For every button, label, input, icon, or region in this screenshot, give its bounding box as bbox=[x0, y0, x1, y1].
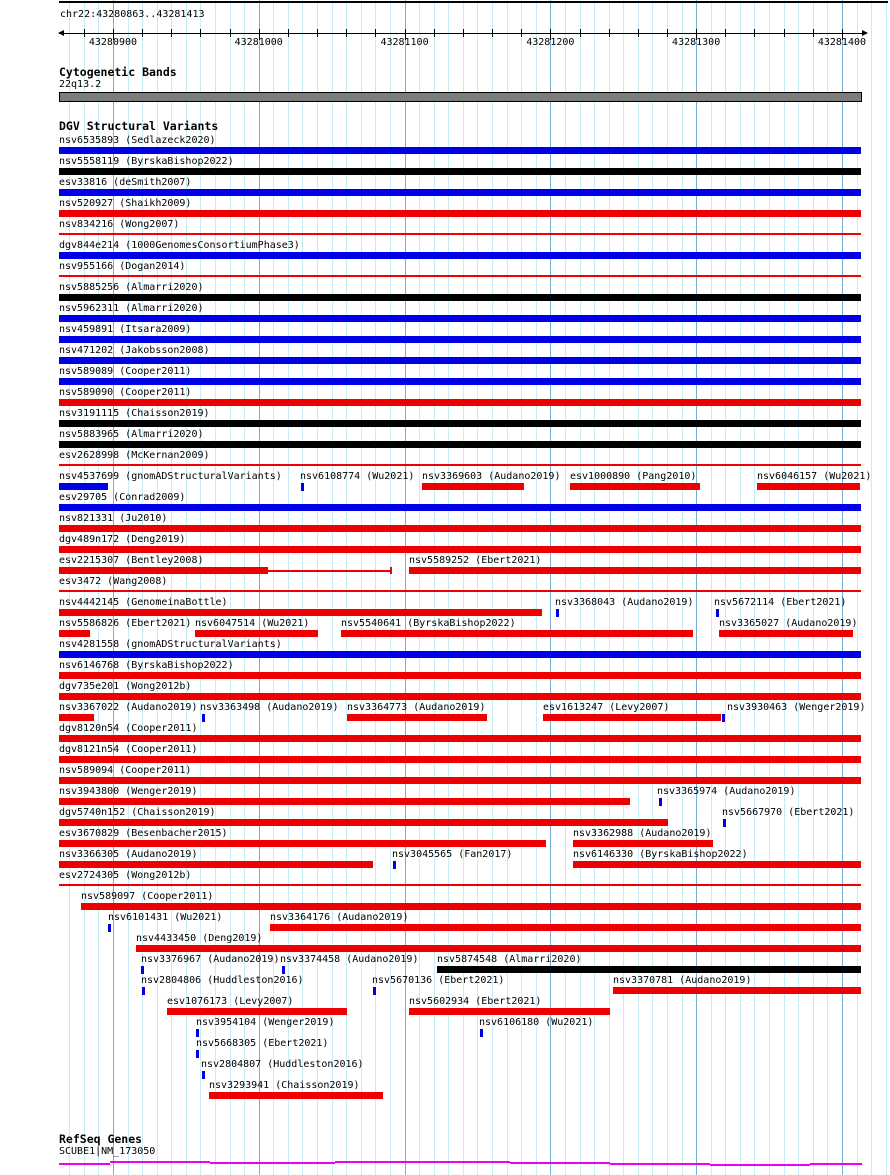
gridline bbox=[652, 0, 653, 1175]
variant-label[interactable]: dgv5740n152 (Chaisson2019) bbox=[59, 807, 216, 818]
axis-minor-tick bbox=[346, 29, 347, 37]
variant-tick[interactable] bbox=[141, 966, 144, 974]
section-title-dgv: DGV Structural Variants bbox=[59, 119, 219, 133]
variant-label[interactable]: nsv6106180 (Wu2021) bbox=[479, 1017, 594, 1028]
variant-bar[interactable] bbox=[59, 357, 861, 364]
variant-label[interactable]: nsv459891 (Itsara2009) bbox=[59, 324, 192, 335]
variant-bar[interactable] bbox=[59, 798, 630, 805]
variant-label[interactable]: nsv6146768 (ByrskaBishop2022) bbox=[59, 660, 234, 671]
gridline bbox=[332, 0, 333, 1175]
variant-label[interactable]: nsv5586826 (Ebert2021) bbox=[59, 618, 192, 629]
variant-label[interactable]: nsv5540641 (ByrskaBishop2022) bbox=[341, 618, 516, 629]
variant-label[interactable]: esv3670829 (Besenbacher2015) bbox=[59, 828, 228, 839]
variant-label[interactable]: nsv3930463 (Wenger2019) bbox=[727, 702, 866, 713]
gene-line-segment[interactable] bbox=[210, 1162, 335, 1164]
variant-bar[interactable] bbox=[59, 630, 90, 637]
gridline bbox=[682, 0, 683, 1175]
axis-minor-tick bbox=[84, 29, 85, 37]
variant-label[interactable]: nsv5558119 (ByrskaBishop2022) bbox=[59, 156, 234, 167]
gridline bbox=[886, 0, 887, 1175]
gene-line-segment[interactable] bbox=[59, 1163, 110, 1165]
axis-minor-tick bbox=[230, 29, 231, 37]
variant-label[interactable]: nsv5589252 (Ebert2021) bbox=[409, 555, 542, 566]
variant-bar[interactable] bbox=[59, 483, 108, 490]
gridline bbox=[798, 0, 799, 1175]
variant-bar[interactable] bbox=[59, 672, 861, 679]
variant-bar[interactable] bbox=[59, 464, 861, 466]
gridline bbox=[609, 0, 610, 1175]
variant-label[interactable]: nsv3365027 (Audano2019) bbox=[719, 618, 858, 629]
variant-tick[interactable] bbox=[196, 1050, 199, 1058]
gridline bbox=[769, 0, 770, 1175]
gene-line-segment[interactable] bbox=[335, 1161, 445, 1163]
gridline bbox=[317, 0, 318, 1175]
gridline bbox=[711, 0, 712, 1175]
axis-minor-tick bbox=[521, 29, 522, 37]
variant-bar[interactable] bbox=[573, 840, 713, 847]
variant-bar[interactable] bbox=[59, 378, 861, 385]
axis-minor-tick bbox=[638, 29, 639, 37]
variant-tick[interactable] bbox=[202, 1071, 205, 1079]
axis-minor-tick bbox=[492, 29, 493, 37]
variant-bar[interactable] bbox=[59, 399, 861, 406]
variant-label[interactable]: nsv2804807 (Huddleston2016) bbox=[201, 1059, 364, 1070]
variant-label[interactable]: dgv735e201 (Wong2012b) bbox=[59, 681, 192, 692]
gene-line-segment[interactable] bbox=[445, 1161, 510, 1163]
cytoband-label: 22q13.2 bbox=[59, 79, 102, 90]
axis-minor-tick bbox=[725, 29, 726, 37]
variant-label[interactable]: nsv3943800 (Wenger2019) bbox=[59, 786, 198, 797]
variant-label[interactable]: nsv589097 (Cooper2011) bbox=[81, 891, 214, 902]
axis-tick-label: 43281300 bbox=[672, 37, 721, 48]
variant-label[interactable]: nsv4442145 (GenomeinaBottle) bbox=[59, 597, 228, 608]
variant-label[interactable]: nsv3370781 (Audano2019) bbox=[613, 975, 752, 986]
variant-label[interactable]: nsv589090 (Cooper2011) bbox=[59, 387, 192, 398]
variant-label[interactable]: nsv3374458 (Audano2019) bbox=[280, 954, 419, 965]
variant-label[interactable]: nsv3365974 (Audano2019) bbox=[657, 786, 796, 797]
cytoband-bar[interactable] bbox=[59, 92, 862, 102]
variant-label[interactable]: esv2724305 (Wong2012b) bbox=[59, 870, 192, 881]
axis-minor-tick bbox=[609, 29, 610, 37]
gridline bbox=[550, 0, 551, 1175]
variant-label[interactable]: esv2628998 (McKernan2009) bbox=[59, 450, 210, 461]
variant-tick[interactable] bbox=[373, 987, 376, 995]
variant-bar[interactable] bbox=[59, 590, 861, 592]
variant-bar[interactable] bbox=[59, 315, 861, 322]
variant-label[interactable]: dgv489n172 (Deng2019) bbox=[59, 534, 186, 545]
variant-label[interactable]: nsv589094 (Cooper2011) bbox=[59, 765, 192, 776]
variant-label[interactable]: nsv5874548 (Almarri2020) bbox=[437, 954, 582, 965]
axis-minor-tick bbox=[171, 29, 172, 37]
variant-label[interactable]: nsv3362988 (Audano2019) bbox=[573, 828, 712, 839]
gridline bbox=[623, 0, 624, 1175]
gridline bbox=[405, 0, 406, 1175]
gridline bbox=[638, 0, 639, 1175]
axis-minor-tick bbox=[784, 29, 785, 37]
gridline bbox=[827, 0, 828, 1175]
variant-bar[interactable] bbox=[59, 275, 861, 277]
variant-label[interactable]: nsv6046157 (Wu2021) bbox=[757, 471, 872, 482]
variant-tick[interactable] bbox=[723, 819, 726, 827]
axis-minor-tick bbox=[288, 29, 289, 37]
axis-tick-label: 43281000 bbox=[234, 37, 283, 48]
axis-tick-label: 43281200 bbox=[526, 37, 575, 48]
variant-bar[interactable] bbox=[209, 1092, 383, 1099]
axis-minor-tick bbox=[317, 29, 318, 37]
variant-tick[interactable] bbox=[142, 987, 145, 995]
variant-label[interactable]: nsv5672114 (Ebert2021) bbox=[714, 597, 847, 608]
variant-label[interactable]: nsv3376967 (Audano2019) bbox=[141, 954, 280, 965]
axis-tick-label: 43280900 bbox=[88, 37, 138, 48]
variant-bar[interactable] bbox=[59, 735, 861, 742]
variant-label[interactable]: nsv6146330 (ByrskaBishop2022) bbox=[573, 849, 748, 860]
variant-label[interactable]: nsv3367022 (Audano2019) bbox=[59, 702, 198, 713]
gridline bbox=[842, 0, 843, 1175]
variant-tick[interactable] bbox=[282, 966, 285, 974]
variant-bar[interactable] bbox=[59, 294, 861, 301]
variant-tick[interactable] bbox=[393, 861, 396, 869]
region-title: chr22:43280863..43281413 bbox=[60, 9, 205, 20]
gridline bbox=[754, 0, 755, 1175]
variant-label[interactable]: nsv3293941 (Chaisson2019) bbox=[209, 1080, 360, 1091]
axis-minor-tick bbox=[463, 29, 464, 37]
variant-bar[interactable] bbox=[167, 1008, 347, 1015]
variant-bar[interactable] bbox=[570, 483, 700, 490]
gridline bbox=[696, 0, 697, 1175]
gridline bbox=[871, 0, 872, 1175]
variant-bar[interactable] bbox=[59, 609, 542, 616]
variant-bar[interactable] bbox=[59, 336, 861, 343]
axis-minor-tick bbox=[434, 29, 435, 37]
gridline bbox=[361, 0, 362, 1175]
variant-label[interactable]: esv1076173 (Levy2007) bbox=[167, 996, 294, 1007]
variant-label[interactable]: nsv5602934 (Ebert2021) bbox=[409, 996, 542, 1007]
variant-label[interactable]: nsv5885256 (Almarri2020) bbox=[59, 282, 204, 293]
variant-bar[interactable] bbox=[59, 420, 861, 427]
variant-bar[interactable] bbox=[59, 756, 861, 763]
gene-line-segment[interactable] bbox=[110, 1161, 210, 1163]
variant-tick[interactable] bbox=[716, 609, 719, 617]
variant-tick[interactable] bbox=[202, 714, 205, 722]
variant-label[interactable]: nsv6101431 (Wu2021) bbox=[108, 912, 223, 923]
variant-bar[interactable] bbox=[59, 651, 861, 658]
variant-bar[interactable] bbox=[437, 966, 861, 973]
section-title-refseq: RefSeq Genes bbox=[59, 1132, 143, 1146]
axis-minor-tick bbox=[667, 29, 668, 37]
section-title-cytobands: Cytogenetic Bands bbox=[59, 65, 177, 79]
gridline bbox=[740, 0, 741, 1175]
variant-bar[interactable] bbox=[59, 525, 861, 532]
variant-bar[interactable] bbox=[409, 567, 861, 574]
gene-line-segment[interactable] bbox=[810, 1163, 862, 1165]
variant-label[interactable]: esv1613247 (Levy2007) bbox=[543, 702, 670, 713]
gridline bbox=[784, 0, 785, 1175]
variant-bar[interactable] bbox=[757, 483, 860, 490]
gridline bbox=[725, 0, 726, 1175]
gene-line-segment[interactable] bbox=[510, 1162, 610, 1164]
variant-label[interactable]: nsv5962311 (Almarri2020) bbox=[59, 303, 204, 314]
variant-bar[interactable] bbox=[59, 861, 373, 868]
gridline bbox=[667, 0, 668, 1175]
variant-bar-endcap bbox=[390, 567, 392, 574]
variant-label[interactable]: nsv821331 (Ju2010) bbox=[59, 513, 168, 524]
variant-bar[interactable] bbox=[347, 714, 487, 721]
variant-bar[interactable] bbox=[341, 630, 693, 637]
variant-bar[interactable] bbox=[59, 233, 861, 235]
variant-bar[interactable] bbox=[81, 903, 861, 910]
variant-label[interactable]: nsv3045565 (Fan2017) bbox=[392, 849, 513, 860]
variant-tick[interactable] bbox=[480, 1029, 483, 1037]
gridline bbox=[375, 0, 376, 1175]
variant-tick[interactable] bbox=[301, 483, 304, 491]
variant-label[interactable]: nsv4433450 (Deng2019) bbox=[136, 933, 263, 944]
variant-label[interactable]: dgv844e214 (1000GenomesConsortiumPhase3) bbox=[59, 240, 300, 251]
variant-bar[interactable] bbox=[59, 840, 546, 847]
variant-label[interactable]: esv2215307 (Bentley2008) bbox=[59, 555, 204, 566]
variant-tick[interactable] bbox=[722, 714, 725, 722]
variant-tick[interactable] bbox=[659, 798, 662, 806]
variant-label[interactable]: nsv834216 (Wong2007) bbox=[59, 219, 180, 230]
variant-label[interactable]: nsv3366305 (Audano2019) bbox=[59, 849, 198, 860]
variant-label[interactable]: nsv589089 (Cooper2011) bbox=[59, 366, 192, 377]
variant-label[interactable]: nsv6047514 (Wu2021) bbox=[195, 618, 310, 629]
variant-label[interactable]: nsv5883965 (Almarri2020) bbox=[59, 429, 204, 440]
axis-arrow-left bbox=[58, 30, 64, 36]
variant-label[interactable]: nsv3363498 (Audano2019) bbox=[200, 702, 339, 713]
variant-label[interactable]: nsv6108774 (Wu2021) bbox=[300, 471, 415, 482]
variant-bar[interactable] bbox=[59, 884, 861, 886]
variant-bar[interactable] bbox=[59, 819, 668, 826]
gridline bbox=[580, 0, 581, 1175]
variant-label[interactable]: nsv955166 (Dogan2014) bbox=[59, 261, 186, 272]
variant-label[interactable]: nsv5667970 (Ebert2021) bbox=[722, 807, 855, 818]
axis-tick-label: 43281100 bbox=[380, 37, 429, 48]
gridline bbox=[565, 0, 566, 1175]
variant-bar[interactable] bbox=[409, 1008, 610, 1015]
axis-minor-tick bbox=[580, 29, 581, 37]
axis-minor-tick bbox=[813, 29, 814, 37]
variant-bar[interactable] bbox=[59, 147, 861, 154]
variant-label[interactable]: nsv5668305 (Ebert2021) bbox=[196, 1038, 329, 1049]
variant-bar[interactable] bbox=[613, 987, 861, 994]
variant-bar[interactable] bbox=[59, 210, 861, 217]
variant-label[interactable]: nsv3191115 (Chaisson2019) bbox=[59, 408, 210, 419]
variant-label[interactable]: nsv3369603 (Audano2019) bbox=[422, 471, 561, 482]
variant-label[interactable]: nsv5670136 (Ebert2021) bbox=[372, 975, 505, 986]
gridline bbox=[594, 0, 595, 1175]
variant-label[interactable]: nsv4537699 (gnomADStructuralVariants) bbox=[59, 471, 282, 482]
variant-label[interactable]: nsv3364773 (Audano2019) bbox=[347, 702, 486, 713]
variant-bar[interactable] bbox=[719, 630, 853, 637]
axis-minor-tick bbox=[754, 29, 755, 37]
variant-label[interactable]: nsv471202 (Jakobsson2008) bbox=[59, 345, 210, 356]
axis-minor-tick bbox=[142, 29, 143, 37]
variant-label[interactable]: esv29705 (Conrad2009) bbox=[59, 492, 186, 503]
variant-bar[interactable] bbox=[573, 861, 861, 868]
variant-bar[interactable] bbox=[59, 714, 94, 721]
variant-bar[interactable] bbox=[59, 252, 861, 259]
gridline bbox=[302, 0, 303, 1175]
variant-bar[interactable] bbox=[543, 714, 721, 721]
axis-tick-label: 43281400 bbox=[817, 37, 867, 48]
gene-line-segment[interactable] bbox=[710, 1164, 810, 1166]
axis-arrow-right bbox=[862, 30, 868, 36]
gridline bbox=[390, 0, 391, 1175]
variant-bar[interactable] bbox=[59, 504, 861, 511]
variant-tick[interactable] bbox=[556, 609, 559, 617]
gridline bbox=[813, 0, 814, 1175]
variant-bar[interactable] bbox=[59, 441, 861, 448]
variant-bar[interactable] bbox=[59, 168, 861, 175]
axis-minor-tick bbox=[375, 29, 376, 37]
variant-label[interactable]: dgv8121n54 (Cooper2011) bbox=[59, 744, 198, 755]
variant-label[interactable]: esv33816 (deSmith2007) bbox=[59, 177, 192, 188]
variant-label[interactable]: nsv520927 (Shaikh2009) bbox=[59, 198, 192, 209]
variant-bar[interactable] bbox=[59, 693, 861, 700]
variant-bar[interactable] bbox=[59, 546, 861, 553]
top-border-line bbox=[59, 1, 888, 3]
gene-label: SCUBE1|NM_173050 bbox=[59, 1146, 156, 1157]
variant-bar[interactable] bbox=[59, 567, 268, 574]
variant-label[interactable]: nsv3364176 (Audano2019) bbox=[270, 912, 409, 923]
variant-bar[interactable] bbox=[195, 630, 318, 637]
variant-bar[interactable] bbox=[270, 924, 861, 931]
variant-label[interactable]: esv3472 (Wang2008) bbox=[59, 576, 168, 587]
variant-bar-tail[interactable] bbox=[268, 570, 392, 572]
variant-bar[interactable] bbox=[59, 189, 861, 196]
variant-label[interactable]: nsv6535893 (Sedlazeck2020) bbox=[59, 135, 216, 146]
variant-label[interactable]: dgv8120n54 (Cooper2011) bbox=[59, 723, 198, 734]
variant-bar[interactable] bbox=[136, 945, 861, 952]
variant-label[interactable]: nsv4281558 (gnomADStructuralVariants) bbox=[59, 639, 282, 650]
axis-minor-tick bbox=[200, 29, 201, 37]
variant-bar[interactable] bbox=[59, 777, 861, 784]
variant-tick[interactable] bbox=[108, 924, 111, 932]
variant-label[interactable]: nsv2804806 (Huddleston2016) bbox=[141, 975, 304, 986]
variant-label[interactable]: nsv3954104 (Wenger2019) bbox=[196, 1017, 335, 1028]
variant-label[interactable]: nsv3368043 (Audano2019) bbox=[555, 597, 694, 608]
gridline bbox=[346, 0, 347, 1175]
variant-tick[interactable] bbox=[196, 1029, 199, 1037]
variant-bar[interactable] bbox=[422, 483, 524, 490]
variant-label[interactable]: esv1000890 (Pang2010) bbox=[570, 471, 697, 482]
gridline bbox=[857, 0, 858, 1175]
gene-line-segment[interactable] bbox=[610, 1163, 710, 1165]
